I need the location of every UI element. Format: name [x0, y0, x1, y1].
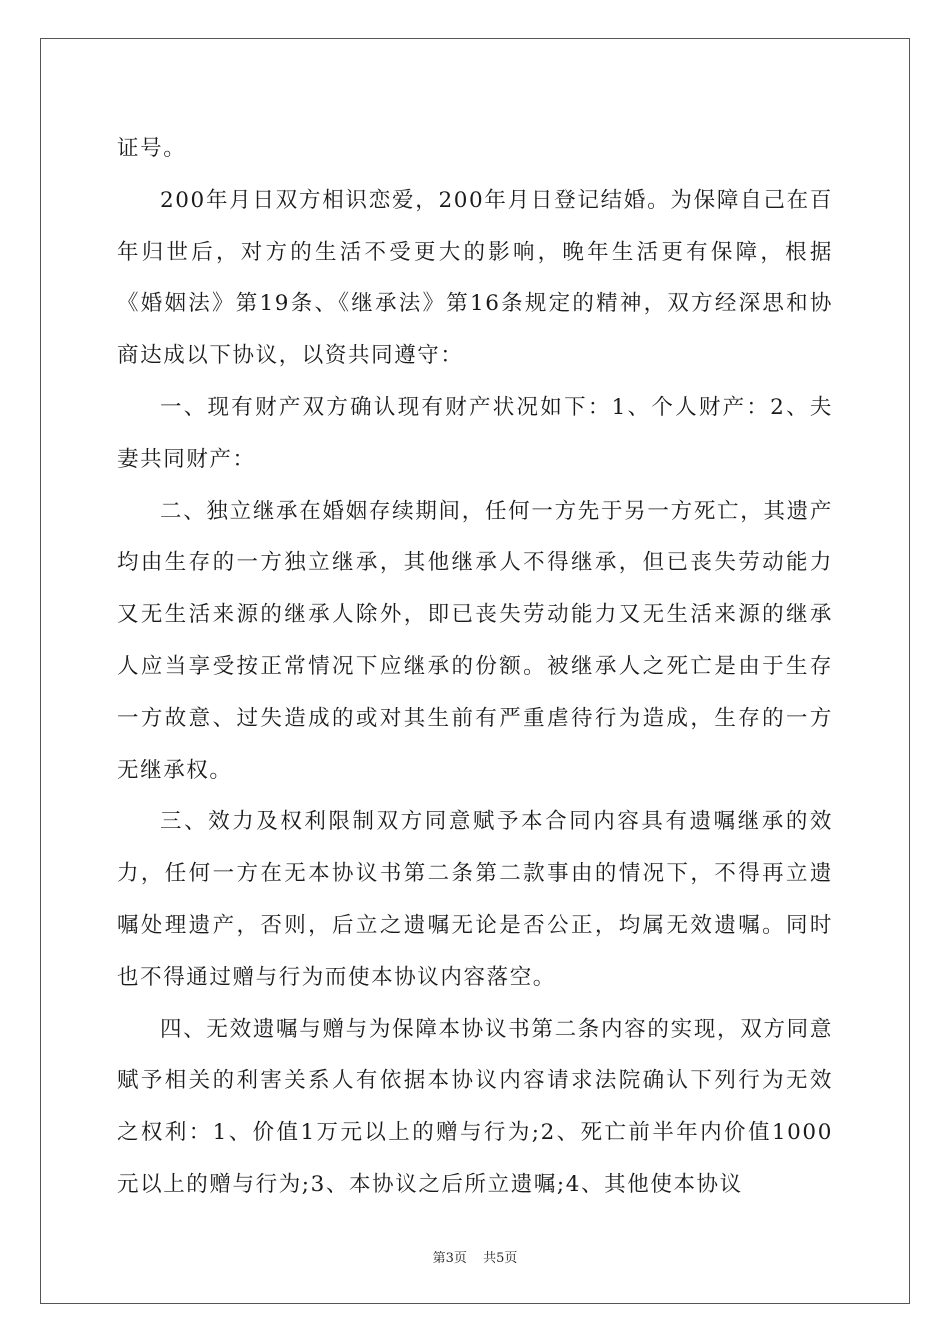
document-body [117, 123, 833, 1211]
paragraph: 四、无效遗嘱与赠与为保障本协议书第二条内容的实现，双方同意赋予相关的利害关系人有依据本协议内容请求法院确认下列行为无效之权利：1、价值1万元以上的赠与行为;2、死亡前半年内价值1000元以上的赠与行为;3、本协议之后所立遗嘱;4、其他使本协议 [117, 1016, 833, 1197]
paragraph: 一、现有财产双方确认现有财产状况如下：1、个人财产：2、夫妻共同财产： [117, 394, 833, 472]
paragraph: 证号。 [117, 136, 187, 161]
paragraph: 三、效力及权利限制双方同意赋予本合同内容具有遗嘱继承的效力，任何一方在无本协议书第二条第二款事由的情况下，不得再立遗嘱处理遗产，否则，后立之遗嘱无论是否公正，均属无效遗嘱。同时也不得通过赠与行为而使本协议内容落空。 [117, 809, 833, 990]
page-total: 共5页 [483, 1251, 518, 1266]
paragraph: 200年月日双方相识恋爱，200年月日登记结婚。为保障自己在百年归世后，对方的生活不受更大的影响，晚年生活更有保障，根据《婚姻法》第19条、《继承法》第16条规定的精神，双方经深思和协商达成以下协议，以资共同遵守： [117, 187, 833, 369]
page-footer [0, 1247, 950, 1266]
page-number: 第3页 [432, 1251, 467, 1266]
paragraph: 二、独立继承在婚姻存续期间，任何一方先于另一方死亡，其遗产均由生存的一方独立继承，其他继承人不得继承，但已丧失劳动能力又无生活来源的继承人除外，即已丧失劳动能力又无生活来源的继承人应当享受按正常情况下应继承的份额。被继承人之死亡是由于生存一方故意、过失造成的或对其生前有严重虐待行为造成，生存的一方无继承权。 [117, 498, 833, 783]
